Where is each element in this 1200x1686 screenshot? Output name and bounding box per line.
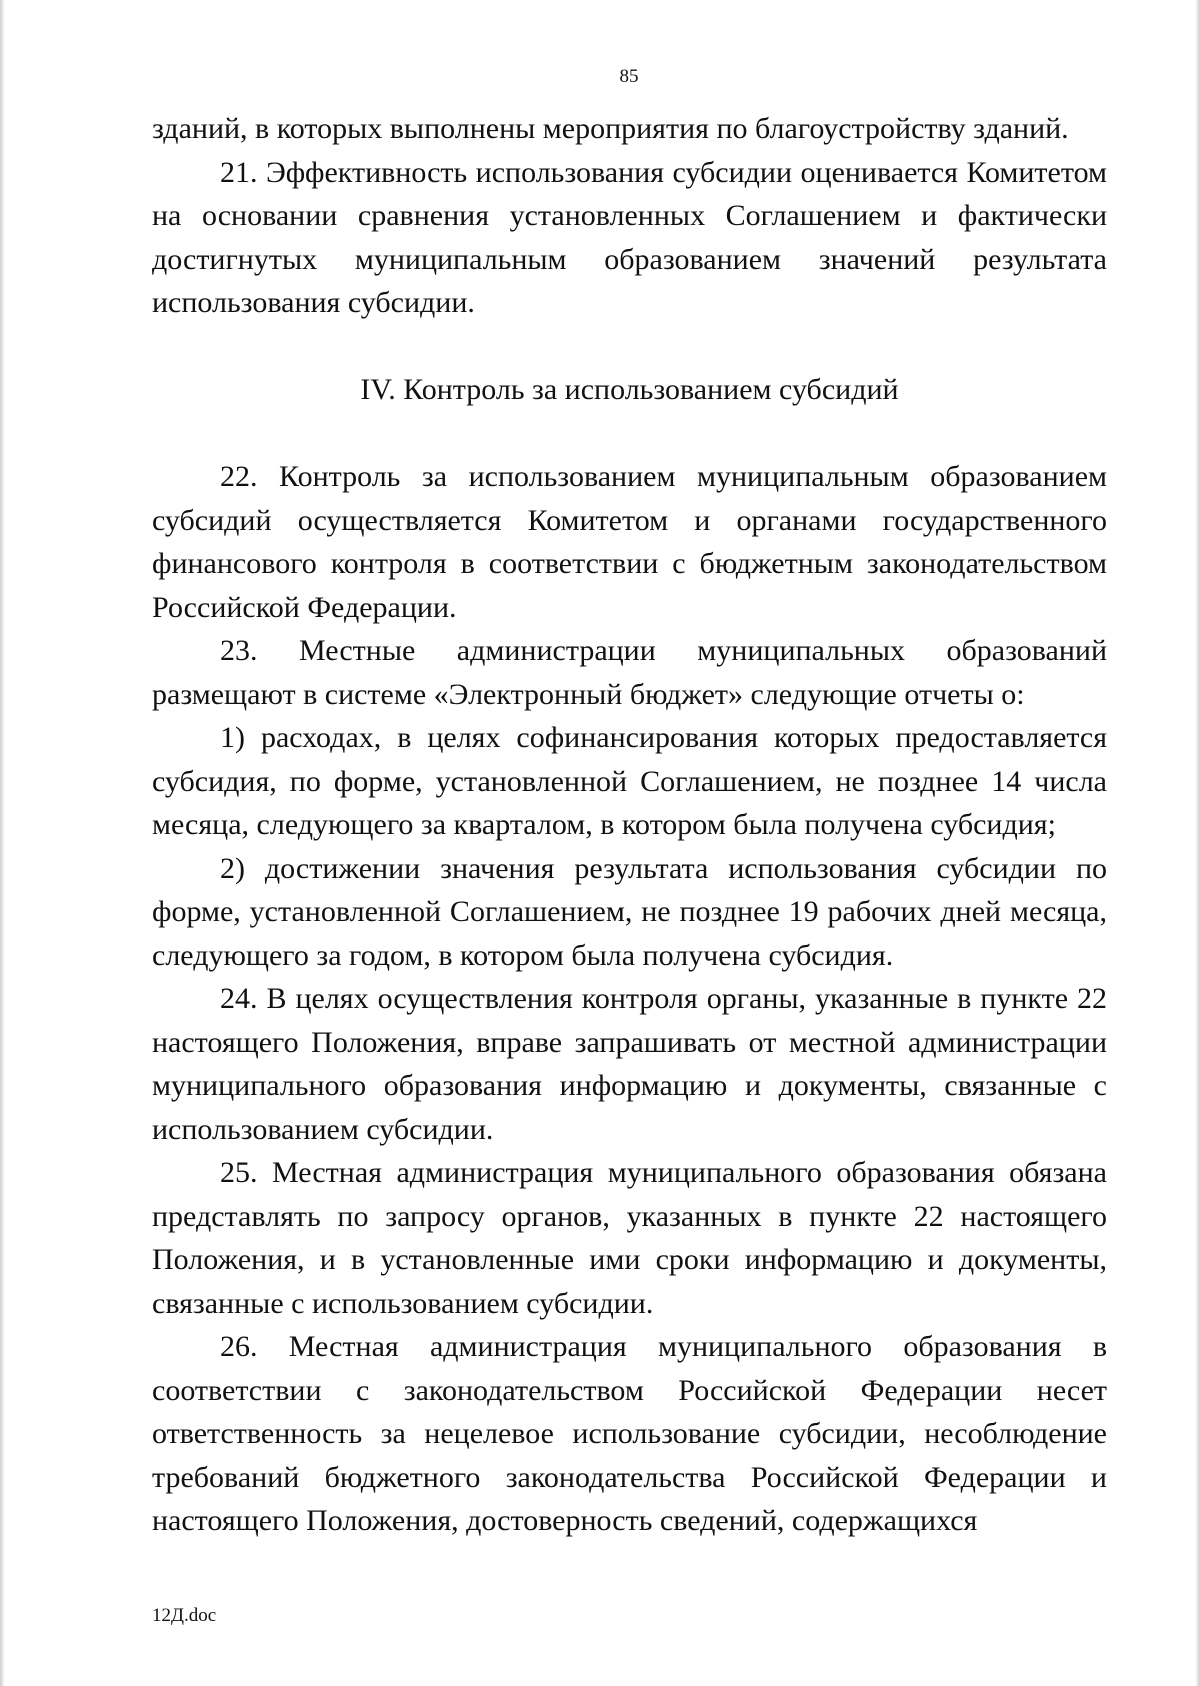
document-body — [152, 107, 1107, 1543]
paragraph-24: 24. В целях осуществления контроля органы, указанные в пункте 22 настоящего Положения, вправе запрашивать от местной администрации муниципального образования информацию и документы, связанные с использованием субсидии. — [152, 982, 1107, 1146]
footer-filename: 12Д.doc — [152, 1605, 217, 1626]
page-number: 85 — [619, 66, 639, 87]
scan-edge-left — [0, 0, 4, 1686]
paragraph-23: 23. Местные администрации муниципальных образований размещают в системе «Электронный бюджет» следующие отчеты о: — [152, 634, 1107, 711]
paragraph-23-item-1: 1) расходах, в целях софинансирования которых предоставляется субсидия, по форме, установленной Соглашением, не позднее 14 числа месяца, следующего за кварталом, в котором была получена субсидия; — [152, 721, 1107, 841]
section-heading: IV. Контроль за использованием субсидий — [360, 372, 899, 406]
paragraph-22: 22. Контроль за использованием муниципальным образованием субсидий осуществляется Комитетом и органами государственного финансового контроля в соответствии с бюджетным законодательством Российской Федерации. — [152, 460, 1107, 624]
paragraph-26: 26. Местная администрация муниципального образования в соответствии с законодательством Российской Федерации несет ответственность за нецелевое использование субсидии, несоблюдение требований бюджетного законодательства Российской Федерации и настоящего Положения, достоверность сведений, содержащихся — [152, 1330, 1107, 1537]
scan-edge-right — [1196, 0, 1200, 1686]
paragraph-25: 25. Местная администрация муниципального образования обязана представлять по запросу органов, указанных в пункте 22 настоящего Положения, и в установленные ими сроки информацию и документы, связанные с использованием субсидии. — [152, 1156, 1107, 1320]
paragraph-23-item-2: 2) достижении значения результата использования субсидии по форме, установленной Соглашением, не позднее 19 рабочих дней месяца, следующего за годом, в котором была получена субсидия. — [152, 851, 1107, 972]
paragraph-continuation: зданий, в которых выполнены мероприятия по благоустройству зданий. — [152, 112, 1069, 145]
paragraph-21: 21. Эффективность использования субсидии оценивается Комитетом на основании сравнения установленных Соглашением и фактически достигнутых муниципальным образованием значений результата использования субсидии. — [152, 155, 1107, 319]
